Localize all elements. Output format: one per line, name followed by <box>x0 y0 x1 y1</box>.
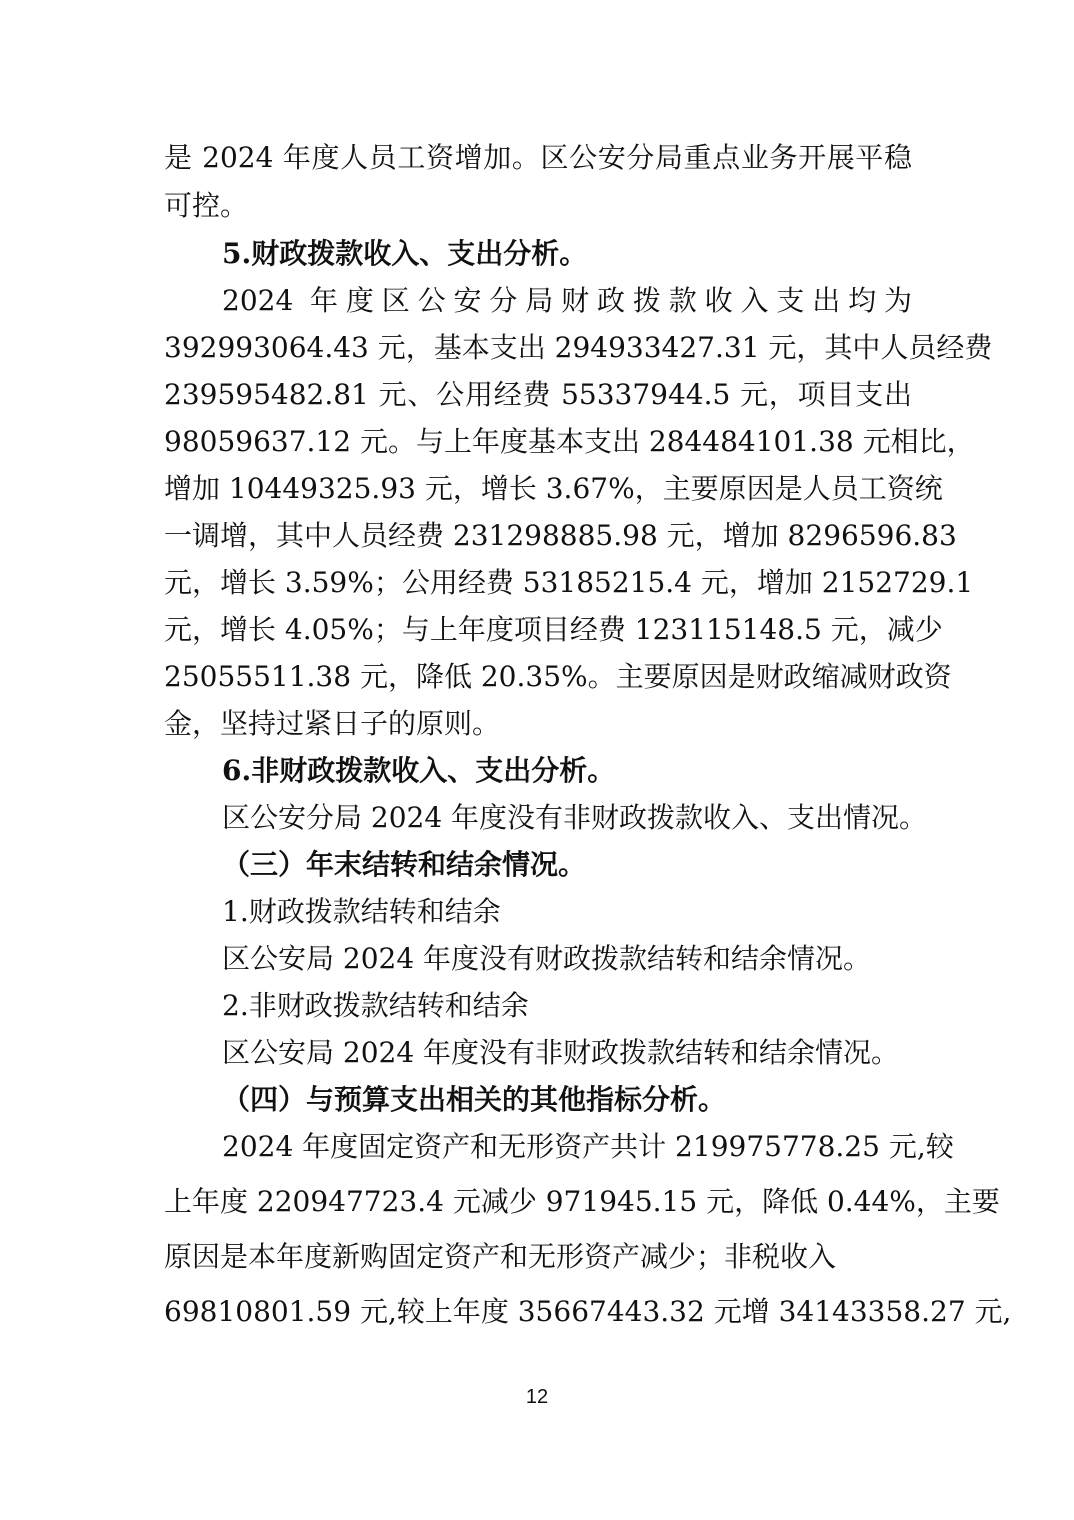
body-line: 392993064.43 元，基本支出 294933427.31 元，其中人员经费 <box>164 331 993 364</box>
body-line: 元，增长 4.05%；与上年度项目经费 123115148.5 元，减少 <box>164 613 943 646</box>
body-line: 25055511.38 元，降低 20.35%。主要原因是财政缩减财政资 <box>164 660 952 693</box>
body-line: 元，增长 3.59%；公用经费 53185215.4 元，增加 2152729.1 <box>164 566 974 599</box>
section-heading: 6.非财政拨款收入、支出分析。 <box>222 754 616 787</box>
section-heading: 5.财政拨款收入、支出分析。 <box>222 237 588 270</box>
subsection-heading: 2.非财政拨款结转和结余 <box>222 989 529 1022</box>
body-line: 原因是本年度新购固定资产和无形资产减少；非税收入 <box>164 1240 837 1273</box>
subsection-heading: 1.财政拨款结转和结余 <box>222 895 501 928</box>
body-line: 可控。 <box>164 189 249 222</box>
body-line: 区公安分局 2024 年度没有非财政拨款收入、支出情况。 <box>222 801 928 834</box>
section-heading: （三）年末结转和结余情况。 <box>222 848 587 881</box>
body-line: 2024 年度区公安分局财政拨款收入支出均为 <box>222 284 912 317</box>
body-line: 区公安局 2024 年度没有非财政拨款结转和结余情况。 <box>222 1036 900 1069</box>
body-line: 239595482.81 元、公用经费 55337944.5 元，项目支出 <box>164 378 912 411</box>
body-line: 是 2024 年度人员工资增加。区公安分局重点业务开展平稳 <box>164 141 912 174</box>
body-line: 区公安局 2024 年度没有财政拨款结转和结余情况。 <box>222 942 872 975</box>
page-number: 12 <box>525 1386 549 1408</box>
body-line: 98059637.12 元。与上年度基本支出 284484101.38 元相比， <box>164 425 975 458</box>
body-line: 69810801.59 元,较上年度 35667443.32 元增 34143358.27 元, <box>164 1295 1012 1328</box>
body-line: 2024 年度固定资产和无形资产共计 219975778.25 元,较 <box>222 1130 954 1163</box>
section-heading: （四）与预算支出相关的其他指标分析。 <box>222 1083 727 1116</box>
body-line: 增加 10449325.93 元，增长 3.67%，主要原因是人员工资统 <box>164 472 943 505</box>
body-line: 一调增，其中人员经费 231298885.98 元，增加 8296596.83 <box>164 519 957 552</box>
body-line: 上年度 220947723.4 元减少 971945.15 元，降低 0.44%，主要 <box>164 1185 1000 1218</box>
body-line: 金，坚持过紧日子的原则。 <box>164 707 501 740</box>
